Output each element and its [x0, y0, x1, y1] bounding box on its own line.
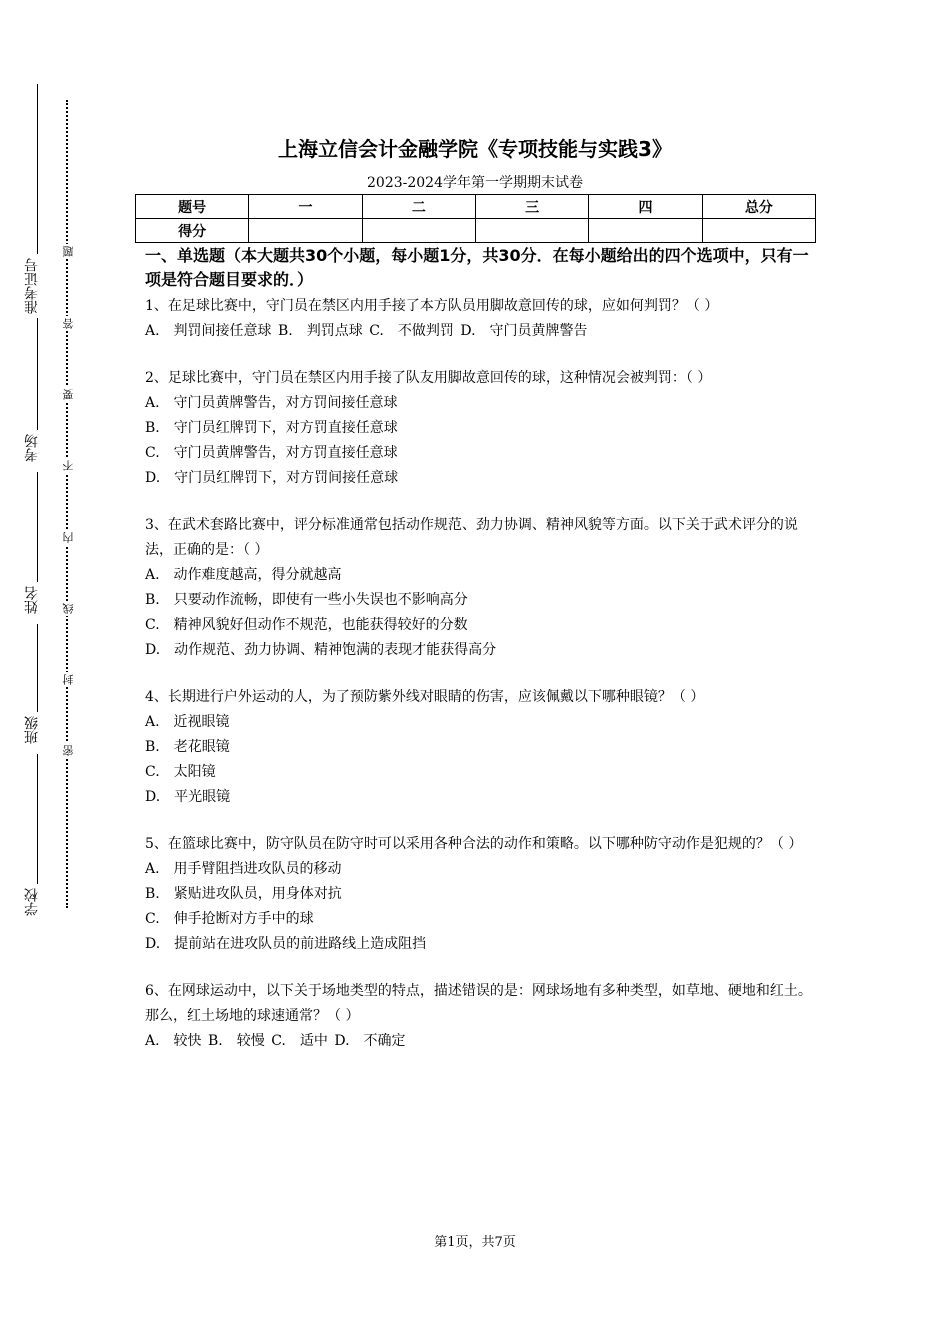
binding-field-name: 姓名 — [24, 586, 40, 614]
score-header-cell: 三 — [475, 195, 588, 219]
exam-subtitle: 2023-2024学年第一学期期末试卷 — [367, 175, 583, 191]
option-c: C. 适中 — [271, 1033, 328, 1049]
question-stem: 4、长期进行户外运动的人，为了预防紫外线对眼睛的伤害，应该佩戴以下哪种眼镜？（ ） — [145, 689, 705, 705]
option-c: C. 不做判罚 — [369, 323, 454, 339]
page-title: 上海立信会计金融学院《专项技能与实践3》 — [278, 137, 672, 161]
option-d: D. 提前站在进攻队员的前进路线上造成阻挡 — [145, 936, 427, 952]
binding-margin — [0, 0, 100, 1344]
question-4 — [145, 685, 815, 810]
option-a: A. 守门员黄牌警告，对方罚间接任意球 — [145, 395, 398, 411]
option-a: A. 用手臂阻挡进攻队员的移动 — [145, 861, 342, 877]
option-d: D. 平光眼镜 — [145, 789, 231, 805]
option-b: B. 判罚点球 — [278, 323, 363, 339]
question-options-inline — [145, 319, 815, 344]
question-1 — [145, 294, 815, 344]
score-header-cell: 题号 — [136, 195, 249, 219]
binding-line — [37, 754, 38, 884]
question-6 — [145, 979, 815, 1054]
question-stem: 1、在足球比赛中，守门员在禁区内用手接了本方队员用脚故意回传的球，应如何判罚？（ ） — [145, 298, 719, 314]
binding-line — [37, 84, 38, 254]
seal-char: 题 — [62, 246, 75, 257]
question-stem: 5、在篮球比赛中，防守队员在防守时可以采用各种合法的动作和策略。以下哪种防守动作是犯规的？（ ） — [145, 836, 803, 852]
binding-field-exam-room: 考场 — [24, 434, 40, 462]
question-stem: 6、在网球运动中，以下关于场地类型的特点，描述错误的是：网球场地有多种类型，如草地、硬地和红土。那么，红土场地的球速通常？（ ） — [145, 983, 812, 1024]
question-5 — [145, 832, 815, 957]
seal-char: 线 — [62, 603, 75, 614]
score-row-label: 得分 — [136, 219, 249, 243]
section-heading: 一、单选题（本大题共30个小题，每小题1分，共30分．在每小题给出的四个选项中，只有一项是符合题目要求的．） — [145, 246, 809, 289]
binding-field-school: 学校 — [24, 888, 40, 916]
seal-char: 要 — [62, 389, 75, 400]
exam-content — [145, 244, 815, 1076]
option-b: B. 守门员红牌罚下，对方罚直接任意球 — [145, 420, 398, 436]
option-b: B. 只要动作流畅，即使有一些小失误也不影响高分 — [145, 592, 468, 608]
score-table-score-row — [136, 219, 816, 243]
score-cell[interactable] — [702, 219, 815, 243]
score-table-header-row — [136, 195, 816, 219]
score-table — [135, 194, 816, 243]
score-cell[interactable] — [249, 219, 362, 243]
binding-line — [37, 318, 38, 430]
seal-char: 答 — [62, 318, 75, 329]
option-d: D. 动作规范、劲力协调、精神饱满的表现才能获得高分 — [145, 642, 497, 658]
seal-char: 封 — [62, 674, 75, 685]
score-cell[interactable] — [589, 219, 702, 243]
option-c: C. 精神风貌好但动作不规范，也能获得较好的分数 — [145, 617, 468, 633]
question-options-inline — [145, 1029, 815, 1054]
option-d: D. 守门员红牌罚下，对方罚间接任意球 — [145, 470, 399, 486]
question-stem: 2、足球比赛中，守门员在禁区内用手接了队友用脚故意回传的球，这种情况会被判罚：（ ） — [145, 370, 712, 386]
binding-line — [37, 472, 38, 582]
seal-char: 密 — [62, 745, 75, 756]
question-stem: 3、在武术套路比赛中，评分标准通常包括动作规范、劲力协调、精神风貌等方面。以下关于武术评分的说法，正确的是：（ ） — [145, 517, 798, 558]
binding-field-exam-id: 准考证号 — [24, 258, 40, 314]
score-header-cell: 四 — [589, 195, 702, 219]
option-d: D. 守门员黄牌警告 — [460, 323, 588, 339]
option-c: C. 太阳镜 — [145, 764, 216, 780]
page-number: 第1页，共7页 — [434, 1235, 516, 1250]
score-cell[interactable] — [475, 219, 588, 243]
question-3 — [145, 513, 815, 663]
option-a: A. 判罚间接任意球 — [145, 323, 272, 339]
option-c: C. 伸手抢断对方手中的球 — [145, 911, 314, 927]
score-header-cell: 一 — [249, 195, 362, 219]
score-cell[interactable] — [362, 219, 475, 243]
binding-line — [37, 624, 38, 712]
option-a: A. 动作难度越高，得分就越高 — [145, 567, 342, 583]
question-2 — [145, 366, 815, 491]
option-c: C. 守门员黄牌警告，对方罚直接任意球 — [145, 445, 398, 461]
option-b: B. 老花眼镜 — [145, 739, 230, 755]
option-a: A. 较快 — [145, 1033, 202, 1049]
option-b: B. 紧贴进攻队员，用身体对抗 — [145, 886, 342, 902]
score-header-cell: 总分 — [702, 195, 815, 219]
seal-dotted-line — [66, 100, 68, 908]
option-a: A. 近视眼镜 — [145, 714, 230, 730]
seal-char: 不 — [62, 460, 75, 471]
option-d: D. 不确定 — [334, 1033, 406, 1049]
seal-char: 内 — [62, 532, 75, 543]
binding-field-class: 班级 — [24, 716, 40, 744]
option-b: B. 较慢 — [208, 1033, 265, 1049]
score-header-cell: 二 — [362, 195, 475, 219]
